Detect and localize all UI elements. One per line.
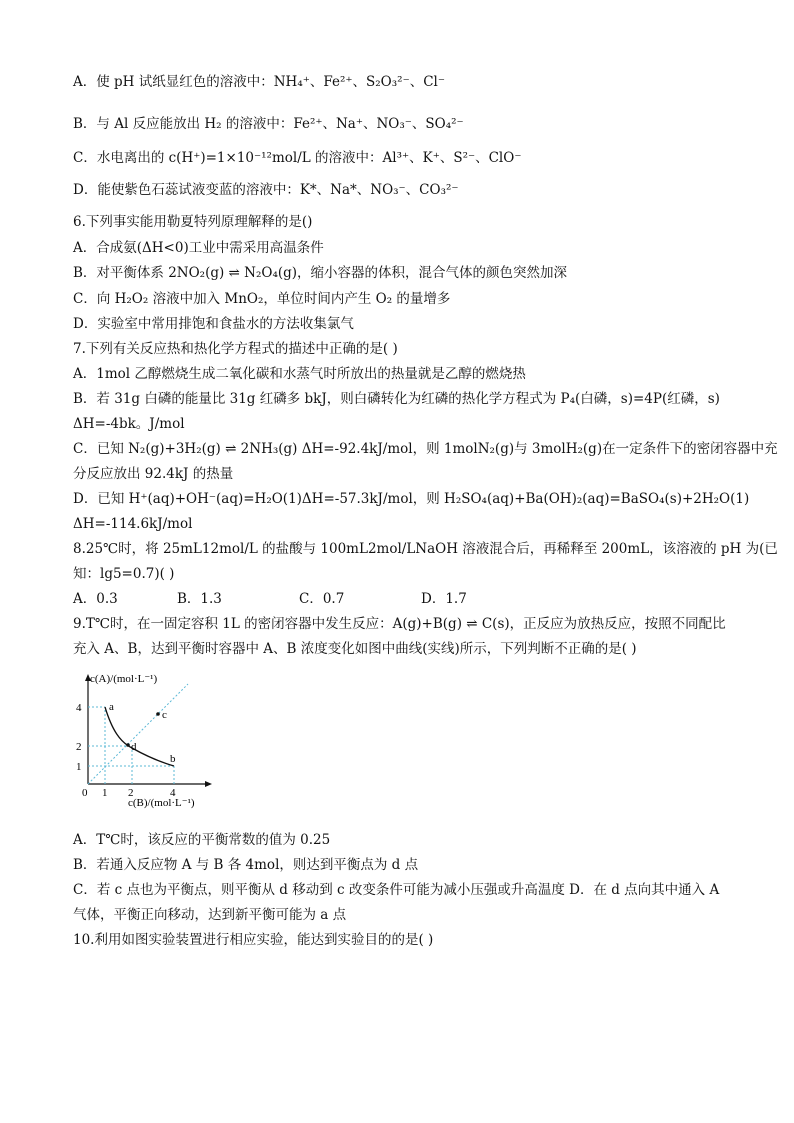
q7-option-c-line2: 分反应放出 92.4kJ 的热量: [73, 466, 234, 482]
q7-option-d-line2: ΔH=-114.6kJ/mol: [73, 516, 193, 532]
q7-stem: 7.下列有关反应热和热化学方程式的描述中正确的是( ): [73, 341, 398, 357]
q7-option-a: A．1mol 乙醇燃烧生成二氧化碳和水蒸气时所放出的热量就是乙醇的燃烧热: [73, 366, 526, 382]
q7-option-c-line1: C．已知 N₂(g)+3H₂(g) ⇌ 2NH₃(g) ΔH=-92.4kJ/mol，则 1molN₂(g)与 3molH₂(g)在一定条件下的密闭容器中充: [73, 441, 778, 457]
q7-option-d-line1: D．已知 H⁺(aq)+OH⁻(aq)=H₂O(1)ΔH=-57.3kJ/mol，则 H₂SO₄(aq)+Ba(OH)₂(aq)=BaSO₄(s)+2H₂O(1): [73, 491, 750, 507]
q5-option-a: A．使 pH 试纸显红色的溶液中：NH₄⁺、Fe²⁺、S₂O₃²⁻、Cl⁻: [73, 74, 445, 90]
q9-stem-line1: 9.T℃时，在一固定容积 1L 的密闭容器中发生反应：A(g)+B(g) ⇌ C(s)，正反应为放热反应，按照不同配比: [73, 616, 726, 632]
q9-option-c-line1: C．若 c 点也为平衡点，则平衡从 d 移动到 c 改变条件可能为减小压强或升高温度 D．在 d 点向其中通入 A: [73, 882, 720, 898]
x-tick-4: 4: [170, 787, 176, 799]
q5-option-d: D．能使紫色石蕊试液变蓝的溶液中：K*、Na*、NO₃⁻、CO₃²⁻: [73, 182, 459, 198]
x-tick-0: 0: [82, 787, 88, 799]
q9-option-a: A．T℃时，该反应的平衡常数的值为 0.25: [73, 832, 331, 848]
q5-option-c: C．水电离出的 c(H⁺)=1×10⁻¹²mol/L 的溶液中：Al³⁺、K⁺、S²⁻、ClO⁻: [73, 150, 522, 166]
y-tick-2: 2: [76, 741, 82, 753]
q8-stem-line1: 8.25℃时，将 25mL12mol/L 的盐酸与 100mL2mol/LNaOH 溶液混合后，再稀释至 200mL，该溶液的 pH 为(已: [73, 541, 778, 557]
q8-option-c: C．0.7: [299, 591, 345, 607]
label-a: a: [109, 701, 114, 713]
diagonal-line: [88, 684, 188, 784]
x-axis-label: c(B)/(mol·L⁻¹): [128, 797, 195, 809]
point-d: [126, 743, 130, 747]
q7-option-b-line1: B．若 31g 白磷的能量比 31g 红磷多 bkJ，则白磷转化为红磷的热化学方程式为 P₄(白磷，s)=4P(红磷，s): [73, 391, 720, 407]
q6-option-b: B．对平衡体系 2NO₂(g) ⇌ N₂O₄(g)，缩小容器的体积，混合气体的颜色突然加深: [73, 265, 568, 281]
q6-option-c: C．向 H₂O₂ 溶液中加入 MnO₂，单位时间内产生 O₂ 的量增多: [73, 291, 451, 307]
y-axis-label: c(A)/(mol·L⁻¹): [90, 673, 158, 685]
q8-options: [73, 589, 733, 609]
point-c: [156, 712, 160, 716]
q9-option-c-line2: 气体，平衡正向移动，达到新平衡可能为 a 点: [73, 907, 347, 923]
label-c: c: [162, 709, 167, 721]
guide-lines: [88, 684, 188, 784]
y-tick-1: 1: [76, 761, 82, 773]
x-axis-arrow: [205, 781, 212, 787]
q8-stem-line2: 知：lg5=0.7)( ): [73, 566, 175, 582]
q6-option-d: D．实验室中常用排饱和食盐水的方法收集氯气: [73, 316, 354, 332]
x-tick-1: 1: [102, 787, 108, 799]
q5-option-b: B．与 Al 反应能放出 H₂ 的溶液中：Fe²⁺、Na⁺、NO₃⁻、SO₄²⁻: [73, 116, 464, 132]
q6-option-a: A．合成氨(ΔH<0)工业中需采用高温条件: [73, 240, 324, 256]
y-tick-4: 4: [76, 702, 82, 714]
q6-stem: 6.下列事实能用勒夏特列原理解释的是(): [73, 214, 313, 230]
q10-stem: 10.利用如图实验装置进行相应实验，能达到实验目的的是( ): [73, 932, 434, 948]
q8-option-a: A．0.3: [73, 591, 118, 607]
q8-option-d: D．1.7: [421, 591, 467, 607]
q9-option-b: B．若通入反应物 A 与 B 各 4mol，则达到平衡点为 d 点: [73, 857, 419, 873]
label-d: d: [131, 741, 137, 753]
x-tick-2: 2: [128, 787, 134, 799]
q7-option-b-line2: ΔH=-4bk。J/mol: [73, 416, 185, 432]
equilibrium-graph: [70, 672, 230, 822]
q8-option-b: B．1.3: [177, 591, 222, 607]
q9-stem-line2: 充入 A、B，达到平衡时容器中 A、B 浓度变化如图中曲线(实线)所示，下列判断不正确的是( ): [73, 641, 637, 657]
label-b: b: [170, 753, 176, 765]
